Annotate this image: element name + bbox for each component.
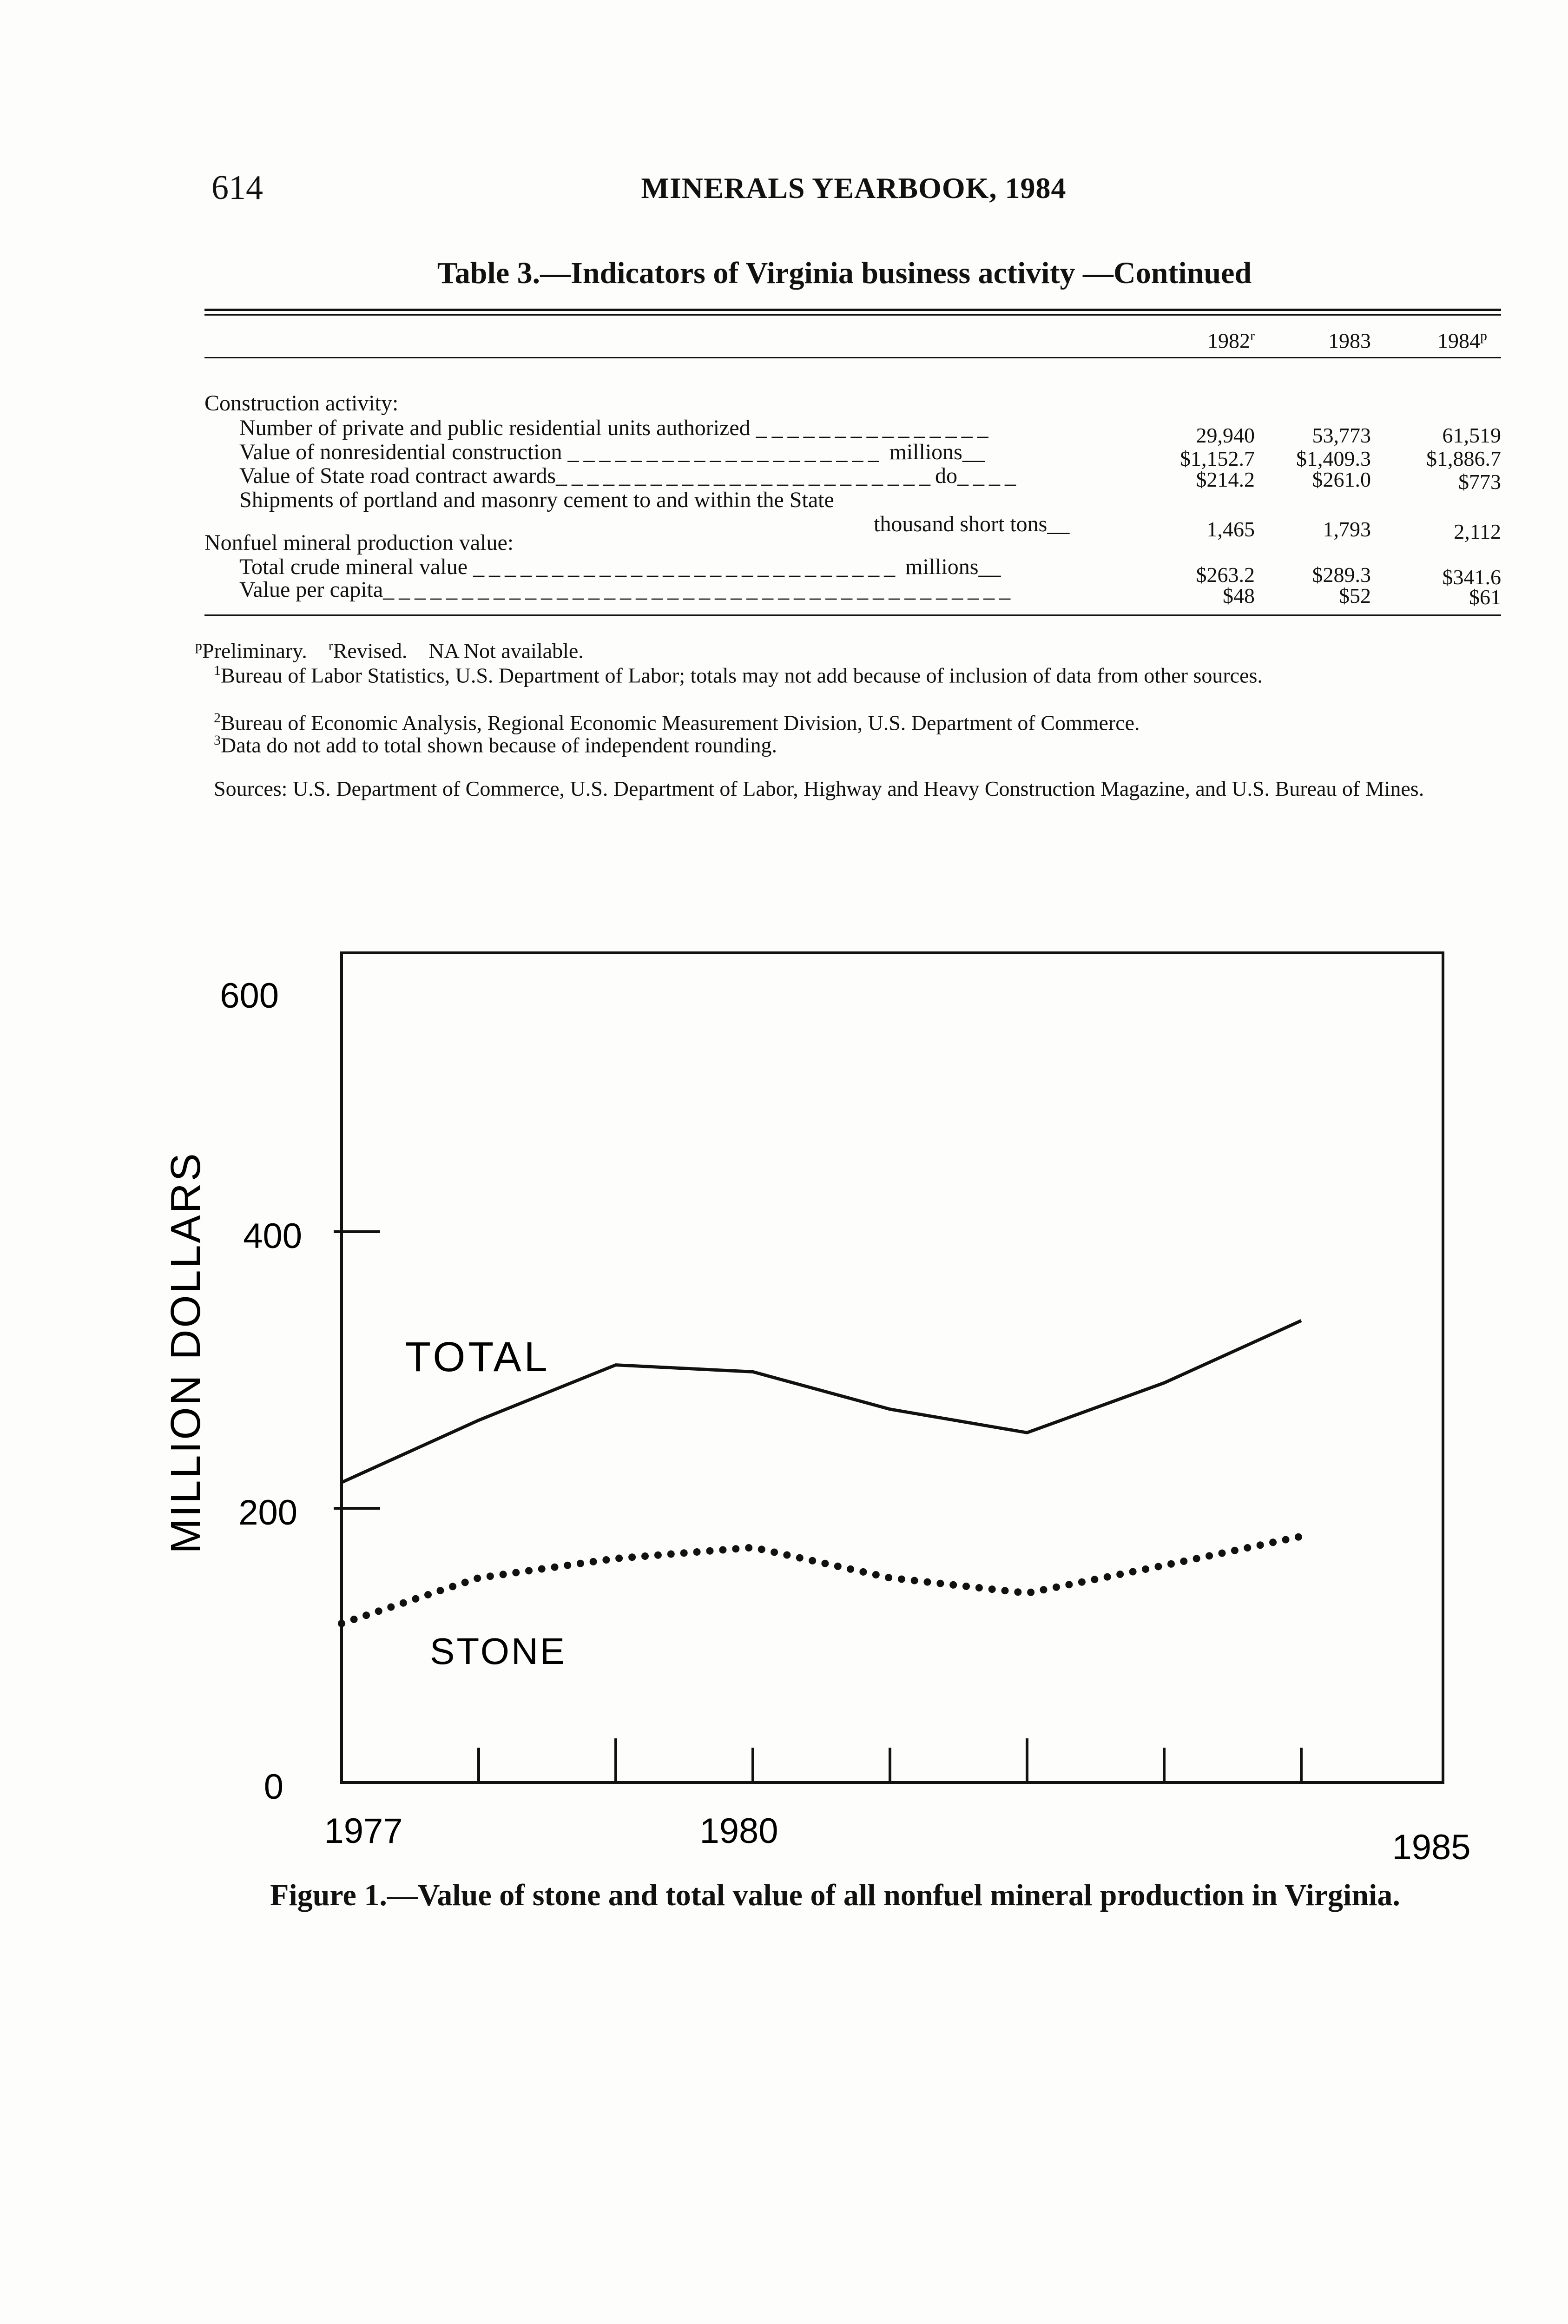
y-tick-label-600: 600: [220, 976, 279, 1016]
stone-data-dot: [975, 1584, 983, 1591]
stone-data-dot: [350, 1616, 358, 1623]
stone-data-dot: [615, 1555, 623, 1562]
stone-data-dot: [885, 1574, 892, 1581]
cell-capita-1983: $52: [1339, 584, 1371, 607]
stone-data-dot: [1001, 1587, 1009, 1594]
stone-data-dot: [487, 1572, 494, 1580]
stone-data-dot: [628, 1553, 636, 1561]
cell-crude-1984: $341.6: [1442, 565, 1501, 589]
stone-data-dot: [1091, 1576, 1098, 1583]
stone-data-dot: [387, 1604, 395, 1611]
stone-data-dot: [771, 1549, 778, 1556]
stone-data-dot: [500, 1571, 507, 1578]
stone-data-dot: [525, 1567, 533, 1574]
x-tick-label-1985: 1985: [1392, 1828, 1471, 1867]
stone-data-dot: [834, 1563, 842, 1570]
running-title: MINERALS YEARBOOK, 1984: [641, 172, 1067, 205]
stone-data-dot: [1180, 1558, 1187, 1565]
cell-cement-1983: 1,793: [1323, 517, 1371, 541]
stone-data-dot: [1206, 1552, 1213, 1559]
stone-data-dot: [551, 1564, 559, 1571]
stone-data-dot: [719, 1546, 726, 1554]
row-label-per-capita: Value per capita________________________________________: [239, 577, 1015, 602]
cell-residential-1983: 53,773: [1312, 423, 1371, 447]
notes-legend-line: $^p$Preliminary. $^r$Revised. NA Not available.: [195, 638, 584, 663]
stone-data-dot: [1142, 1565, 1149, 1573]
stone-data-dot: [412, 1595, 419, 1603]
stone-data-dot: [564, 1562, 571, 1569]
col-head-1982: 1982$^r$: [1207, 328, 1255, 353]
footnote-3: $^3$Data do not add to total shown because of independent rounding.: [214, 733, 777, 757]
stone-data-dot: [693, 1548, 701, 1556]
stone-data-dot: [474, 1575, 481, 1582]
stone-data-dot: [1231, 1547, 1239, 1554]
stone-data-dot: [898, 1576, 905, 1583]
stone-data-dot: [1193, 1555, 1200, 1562]
x-tick-label-1977: 1977: [324, 1811, 403, 1851]
stone-data-dot: [1116, 1571, 1124, 1578]
stone-data-dot: [1065, 1581, 1073, 1588]
cell-residential-1982: 29,940: [1196, 423, 1255, 447]
stone-data-dot: [667, 1551, 675, 1558]
cell-crude-1983: $289.3: [1312, 563, 1371, 587]
stone-data-dot: [1014, 1588, 1021, 1596]
stone-data-dot: [809, 1557, 816, 1565]
row-label-nonfuel-mineral: Nonfuel mineral production value:: [204, 530, 514, 555]
y-tick-label-400: 400: [243, 1216, 302, 1256]
stone-data-dot: [1053, 1584, 1060, 1591]
x-ticks: [479, 1738, 1301, 1783]
stone-data-dot: [758, 1545, 765, 1553]
cell-nonresidential-1984: $1,886.7: [1426, 447, 1501, 470]
stone-data-dot: [872, 1571, 880, 1578]
stone-data-dot: [1104, 1573, 1111, 1581]
col-head-1984: 1984$^p$: [1437, 328, 1487, 353]
stone-data-dot: [988, 1585, 996, 1593]
cell-road-1982: $214.2: [1196, 468, 1255, 491]
row-label-total-crude: Total crude mineral value ___________________________ millions__: [239, 555, 1001, 579]
table-title: Table 3.—Indicators of Virginia business activity —Continued: [437, 256, 1252, 290]
col-head-1983: 1983: [1328, 329, 1371, 353]
cell-nonresidential-1983: $1,409.3: [1296, 447, 1371, 470]
figure-caption: Figure 1.—Value of stone and total value of all nonfuel mineral production in Virginia.: [270, 1878, 1400, 1912]
stone-data-dot: [783, 1552, 791, 1559]
stone-data-dot: [847, 1565, 854, 1573]
stone-data-dot: [1155, 1563, 1162, 1570]
stone-data-dot: [680, 1549, 688, 1557]
stone-data-dot: [936, 1580, 944, 1587]
row-unit-thousand-short-tons: thousand short tons__: [874, 512, 1070, 536]
cell-residential-1984: 61,519: [1442, 423, 1501, 447]
stone-data-dot: [706, 1547, 714, 1555]
cell-cement-1984: 2,112: [1454, 520, 1501, 543]
stone-data-dot: [745, 1544, 752, 1552]
cell-cement-1982: 1,465: [1206, 517, 1255, 541]
y-axis-label: MILLION DOLLARS: [163, 1151, 209, 1554]
stone-data-dot: [338, 1620, 345, 1627]
stone-data-dot: [512, 1569, 520, 1576]
stone-data-dot: [577, 1560, 584, 1567]
stone-data-dot: [1078, 1578, 1086, 1586]
stone-data-dot: [732, 1545, 739, 1552]
stone-data-dot: [859, 1568, 867, 1576]
series-dots-stone: [338, 1533, 1302, 1627]
stone-data-dot: [1219, 1550, 1226, 1557]
series-label-stone: STONE: [430, 1631, 567, 1672]
stone-data-dot: [1027, 1589, 1034, 1596]
stone-data-dot: [949, 1581, 957, 1589]
stone-data-dot: [424, 1591, 432, 1598]
stone-data-dot: [924, 1578, 931, 1586]
cell-capita-1982: $48: [1223, 584, 1255, 607]
footnote-1: $^1$Bureau of Labor Statistics, U.S. Department of Labor; totals may not add because of inclusion of data from other sources.: [214, 663, 1263, 687]
stone-data-dot: [602, 1556, 610, 1564]
stone-data-dot: [911, 1577, 918, 1585]
stone-data-dot: [1282, 1536, 1290, 1544]
stone-data-dot: [590, 1558, 597, 1565]
stone-data-dot: [1167, 1560, 1175, 1568]
row-label-cement-shipments: Shipments of portland and masonry cement to and within the State: [239, 488, 834, 512]
stone-data-dot: [641, 1552, 649, 1560]
stone-data-dot: [796, 1554, 804, 1562]
stone-data-dot: [654, 1552, 662, 1559]
sources-note: Sources: U.S. Department of Commerce, U.S. Department of Labor, Highway and Heavy Construction Magazine, and U.S. Bureau of Mines.: [214, 777, 1424, 800]
cell-capita-1984: $61: [1469, 585, 1501, 609]
stone-data-dot: [362, 1611, 370, 1619]
stone-data-dot: [1295, 1533, 1302, 1541]
y-tick-label-200: 200: [238, 1493, 297, 1532]
cell-crude-1982: $263.2: [1196, 563, 1255, 587]
stone-data-dot: [538, 1565, 546, 1573]
stone-data-dot: [821, 1560, 829, 1567]
y-tick-label-0: 0: [264, 1767, 283, 1807]
row-label-road-awards: Value of State road contract awards________________________do____: [239, 463, 1021, 488]
cell-nonresidential-1982: $1,152.7: [1180, 447, 1255, 470]
footnote-2: $^2$Bureau of Economic Analysis, Regional Economic Measurement Division, U.S. Department of Commerce.: [214, 710, 1140, 735]
x-tick-label-1980: 1980: [699, 1811, 778, 1851]
row-label-nonresidential: Value of nonresidential construction ____________________ millions__: [239, 440, 985, 464]
stone-data-dot: [962, 1583, 970, 1590]
row-label-construction: Construction activity:: [204, 391, 399, 416]
stone-data-dot: [375, 1607, 382, 1615]
stone-data-dot: [1257, 1541, 1264, 1549]
cell-road-1983: $261.0: [1312, 468, 1371, 491]
stone-data-dot: [437, 1587, 444, 1594]
stone-data-dot: [1244, 1544, 1251, 1552]
stone-data-dot: [400, 1599, 407, 1607]
stone-data-dot: [449, 1583, 456, 1590]
cell-road-1984: $773: [1458, 470, 1501, 494]
stone-data-dot: [461, 1579, 469, 1586]
row-label-residential-units: Number of private and public residential units authorized _______________: [239, 416, 993, 440]
series-label-total: TOTAL: [405, 1334, 550, 1380]
stone-data-dot: [1269, 1538, 1277, 1546]
stone-data-dot: [1129, 1568, 1137, 1576]
page-number: 614: [211, 169, 263, 207]
stone-data-dot: [1040, 1586, 1048, 1593]
